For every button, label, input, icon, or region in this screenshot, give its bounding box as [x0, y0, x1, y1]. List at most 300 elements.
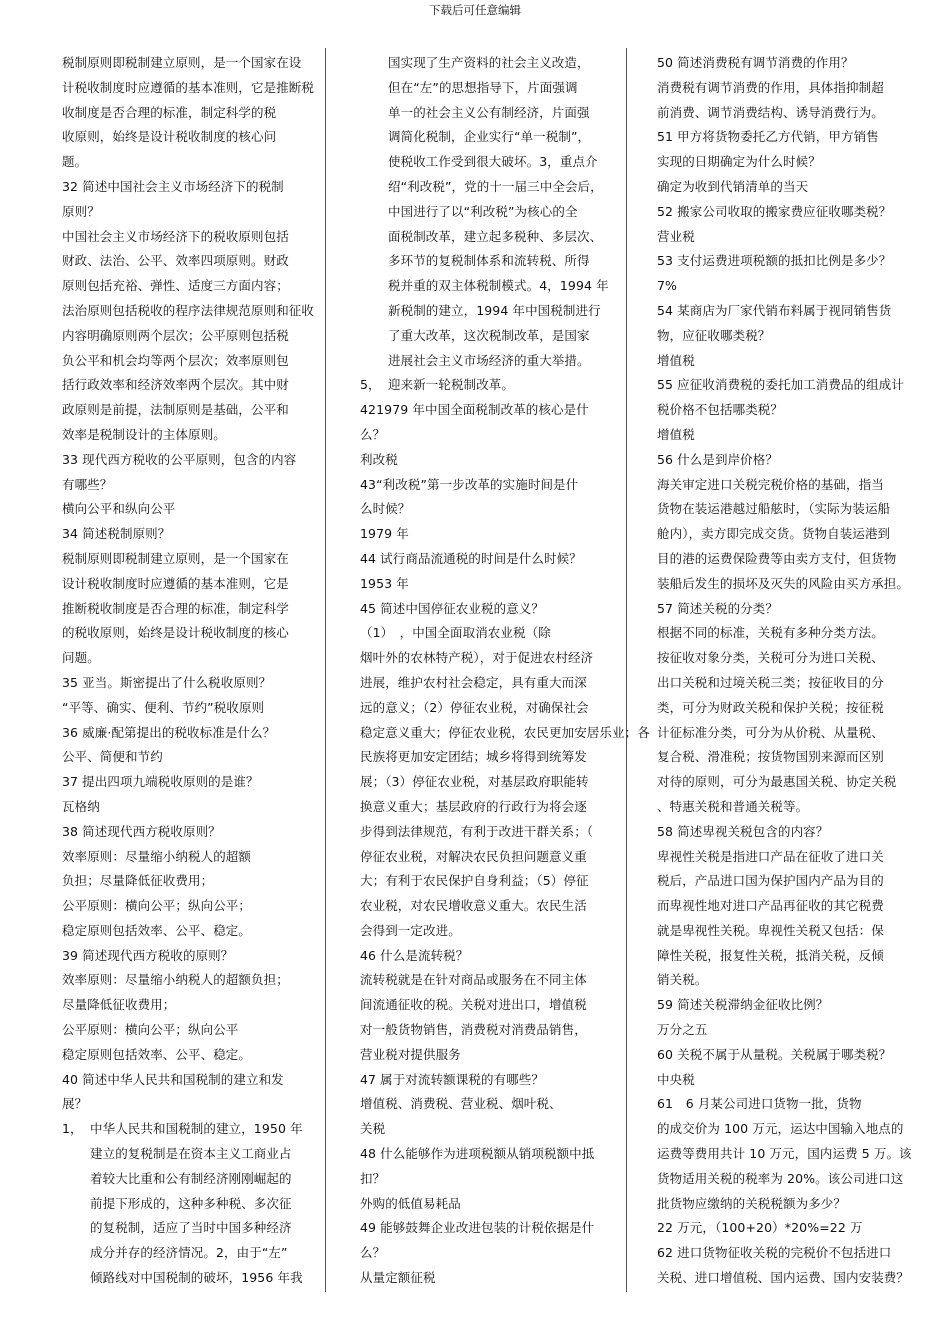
text-line: [360, 299, 642, 324]
line-text: 1979 年: [360, 526, 409, 542]
line-text: 负公平和机会均等两个层次；效率原则包: [62, 352, 289, 368]
text-line: [360, 993, 642, 1018]
text-line: [360, 274, 642, 299]
line-text: 对待的原则，可分为最惠国关税、协定关税: [657, 774, 897, 790]
line-text: 进展社会主义市场经济的重大举措。: [388, 352, 590, 368]
text-line: [657, 225, 945, 250]
line-text: 法治原则包括税收的程序法律规范原则和征收: [62, 302, 315, 318]
line-text: 43“利改税”第一步改革的实施时间是什: [360, 476, 579, 492]
text-line: [657, 1167, 945, 1192]
text-line: [360, 721, 650, 746]
text-line: [657, 993, 945, 1018]
line-text: 展；（3）停征农业税，对基层政府职能转: [360, 774, 589, 790]
text-line: [62, 572, 352, 597]
list-number: 1，: [62, 1121, 83, 1137]
text-line: [360, 1068, 642, 1093]
text-line: [360, 175, 642, 200]
line-text: 38 简述现代西方税收原则？: [62, 823, 221, 839]
line-text: 62 进口货物征收关税的完税价不包括进口: [657, 1245, 892, 1261]
line-text: 原则？: [62, 203, 100, 219]
text-line: [360, 1192, 642, 1217]
text-line: [360, 621, 642, 646]
text-line: [62, 1117, 352, 1142]
text-line: [62, 76, 352, 101]
text-line: [657, 646, 945, 671]
line-text: 但在“左”的思想指导下，片面强调: [388, 79, 578, 95]
line-text: 复合税、滑准税；按货物国别来源而区别: [657, 749, 884, 765]
text-line: [62, 894, 352, 919]
text-line: [360, 944, 642, 969]
text-line: [657, 696, 945, 721]
line-text: 、特惠关税和普通关税等。: [657, 798, 809, 814]
text-line: [62, 1167, 352, 1192]
text-line: [62, 944, 352, 969]
text-line: [657, 423, 945, 448]
text-line: [657, 968, 945, 993]
text-line: [62, 547, 352, 572]
line-text: 实现的日期确定为什么时候？: [657, 154, 821, 170]
line-text: 54 某商店为厂家代销布料属于视同销售货: [657, 302, 892, 318]
text-line: [62, 1092, 352, 1117]
text-line: [360, 646, 642, 671]
line-text: 效率原则：尽量缩小纳税人的超额负担；: [62, 972, 289, 988]
line-text: 44 试行商品流通税的时间是什么时候？: [360, 550, 582, 566]
text-line: [360, 1142, 642, 1167]
line-text: 销关税。: [657, 972, 708, 988]
text-line: [62, 1266, 352, 1291]
text-column-2: [360, 51, 650, 1291]
text-line: [657, 349, 945, 374]
line-text: 设计税收制度时应遵循的基本准则，它是: [62, 575, 289, 591]
line-text: 流转税就是在针对商品或服务在不同主体: [360, 972, 587, 988]
line-text: “平等、确实、便利、节约”税收原则: [62, 699, 265, 715]
line-text: 货物适用关税的税率为 20%。该公司进口这: [657, 1170, 904, 1186]
line-text: 么？: [360, 1245, 386, 1261]
line-text: 运费等费用共计 10 万元，国内运费 5 万。该: [657, 1146, 912, 1162]
line-text: 稳定原则包括效率、公平、稳定。: [62, 1046, 252, 1062]
line-text: 停征农业税，对解决农民负担问题意义重: [360, 848, 587, 864]
text-line: [62, 795, 352, 820]
page-header: 下载后可任意编辑: [429, 3, 521, 17]
line-text: 增值税: [657, 426, 695, 442]
text-line: [360, 968, 642, 993]
text-line: [657, 721, 945, 746]
line-text: 间流通征收的税。关税对进出口，增值税: [360, 997, 587, 1013]
text-line: [360, 398, 642, 423]
line-text: 卑视性关税是指进口产品在征收了进口关: [657, 848, 884, 864]
line-text: 40 简述中华人民共和国税制的建立和发: [62, 1071, 284, 1087]
text-line: [62, 51, 352, 76]
line-text: 1953 年: [360, 575, 409, 591]
line-text: 原则包括充裕、弹性、适度三方面内容；: [62, 278, 289, 294]
line-text: 内容明确原则两个层次；公平原则包括税: [62, 327, 289, 343]
line-text: 使税收工作受到很大破坏。3，重点介: [388, 154, 598, 170]
line-text: 税价格不包括哪类税？: [657, 402, 784, 418]
line-text: 公平原则：横向公平；纵向公平: [62, 1022, 239, 1038]
line-text: 确定为收到代销清单的当天: [657, 178, 809, 194]
text-line: [657, 820, 945, 845]
line-text: 35 亚当。斯密提出了什么税收原则？: [62, 674, 272, 690]
text-line: [62, 473, 352, 498]
line-text: 迎来新一轮税制改革。: [388, 377, 515, 393]
line-text: 新税制的建立，1994 年中国税制进行: [388, 302, 601, 318]
line-text: 货物在装运港越过船舷时，（实际为装运船: [657, 501, 891, 517]
line-text: 步得到法律规范，有利于改进干群关系；（: [360, 823, 594, 839]
line-text: 的成交价为 100 万元，运达中国输入地点的: [657, 1121, 904, 1137]
line-text: 33 现代西方税收的公平原则，包含的内容: [62, 451, 297, 467]
line-text: 财政、法治、公平、效率四项原则。财政: [62, 253, 289, 269]
text-line: [62, 671, 352, 696]
text-line: [62, 696, 352, 721]
line-text: 中国社会主义市场经济下的税收原则包括: [62, 228, 289, 244]
text-line: [360, 101, 642, 126]
text-line: [360, 547, 642, 572]
line-text: 海关审定进口关税完税价格的基础，指当: [657, 476, 884, 492]
text-line: [657, 373, 945, 398]
text-line: [62, 101, 352, 126]
text-line: [657, 1117, 945, 1142]
line-text: 尽量降低征收费用；: [62, 997, 176, 1013]
line-text: 中央税: [657, 1071, 695, 1087]
line-text: 会得到一定改进。: [360, 922, 461, 938]
text-line: [657, 101, 945, 126]
line-text: 万分之五: [657, 1022, 708, 1038]
text-line: [62, 845, 352, 870]
text-line: [657, 1018, 945, 1043]
line-text: 50 简述消费税有调节消费的作用？: [657, 55, 854, 70]
line-text: 36 威廉·配第提出的税收标准是什么？: [62, 724, 276, 740]
text-line: [62, 448, 352, 473]
line-text: 舱内），卖方即完成交货。货物自装运港到: [657, 526, 891, 542]
line-text: 前消费、调节消费结构、诱导消费行为。: [657, 104, 884, 120]
line-text: 37 提出四项九端税收原则的是谁？: [62, 774, 259, 790]
line-text: 税制原则即税制建立原则，是一个国家在: [62, 550, 289, 566]
line-text: 34 简述税制原则？: [62, 526, 171, 542]
text-line: [657, 125, 945, 150]
line-text: 税后，产品进口国为保护国内产品为目的: [657, 873, 884, 889]
text-line: [62, 1018, 352, 1043]
text-line: [62, 1142, 352, 1167]
line-text: 类，可分为财政关税和保护关税；按征税: [657, 699, 884, 715]
text-line: [62, 597, 352, 622]
line-text: 多环节的复税制体系和流转税、所得: [388, 253, 590, 269]
text-line: [62, 869, 352, 894]
line-text: 32 简述中国社会主义市场经济下的税制: [62, 178, 284, 194]
line-text: 问题。: [62, 650, 100, 666]
line-text: 横向公平和纵向公平: [62, 501, 176, 517]
line-text: 大；有利于农民保护自身利益；（5）停征: [360, 873, 589, 889]
line-text: 装船后发生的损坏及灭失的风险由买方承担。: [657, 575, 910, 591]
line-text: 有哪些？: [62, 476, 113, 492]
text-line: [360, 1018, 642, 1043]
text-line: [62, 919, 352, 944]
line-text: 56 什么是到岸价格？: [657, 451, 778, 467]
line-text: 按征收对象分类，关税可分为进口关税、: [657, 650, 884, 666]
line-text: 批货物应缴纳的关税税额为多少？: [657, 1195, 847, 1211]
line-text: 民族将更加安定团结；城乡将得到统筹发: [360, 749, 587, 765]
text-line: [62, 522, 352, 547]
text-line: [360, 51, 642, 76]
text-line: [657, 473, 945, 498]
line-text: 39 简述现代西方税收的原则？: [62, 947, 234, 963]
line-text: 远的意义；（2）停征农业税，对确保社会: [360, 699, 589, 715]
text-line: [657, 745, 945, 770]
text-line: [657, 845, 945, 870]
text-line: [62, 1241, 352, 1266]
line-text: 进展，维护农村社会稳定，具有重大而深: [360, 674, 587, 690]
text-line: [360, 671, 642, 696]
text-line: [360, 745, 642, 770]
line-text: 中华人民共和国税制的建立，1950 年: [90, 1121, 303, 1137]
text-line: [360, 820, 642, 845]
text-line: [62, 497, 352, 522]
line-text: 61 6 月某公司进口货物一批，货物: [657, 1096, 862, 1112]
text-line: [360, 770, 642, 795]
line-text: 扣？: [360, 1170, 386, 1186]
text-line: [360, 249, 642, 274]
line-text: 46 什么是流转税？: [360, 947, 469, 963]
text-line: [360, 522, 642, 547]
line-text: 47 属于对流转额课税的有哪些？: [360, 1071, 544, 1087]
line-text: 公平、简便和节约: [62, 749, 163, 765]
text-column-1: [62, 51, 352, 1291]
line-text: 53 支付运费进项税额的抵扣比例是多少？: [657, 253, 892, 269]
text-line: [360, 869, 642, 894]
line-text: 前提下形成的，这种多种税、多次征: [90, 1195, 292, 1211]
line-text: 政原则是前提，法制原则是基础，公平和: [62, 402, 289, 418]
text-line: [62, 745, 352, 770]
text-line: [360, 1266, 642, 1291]
line-text: 营业税: [657, 228, 695, 244]
text-line: [657, 274, 945, 299]
text-line: [360, 200, 642, 225]
line-text: 营业税对提供服务: [360, 1046, 461, 1062]
text-line: [62, 721, 352, 746]
text-line: [360, 845, 642, 870]
text-line: [360, 448, 642, 473]
line-text: 调简化税制，企业实行“单一税制”，: [388, 129, 591, 145]
line-text: 稳定原则包括效率、公平、稳定。: [62, 922, 252, 938]
text-line: [657, 597, 945, 622]
line-text: 么？: [360, 426, 386, 442]
line-text: 51 甲方将货物委托乙方代销，甲方销售: [657, 129, 879, 145]
text-line: [62, 398, 352, 423]
text-line: [657, 448, 945, 473]
text-line: [360, 919, 642, 944]
line-text: 效率原则：尽量缩小纳税人的超额: [62, 848, 252, 864]
text-line: [62, 646, 352, 671]
text-line: [657, 621, 945, 646]
text-line: [657, 1266, 945, 1291]
text-line: [62, 200, 352, 225]
text-line: [360, 473, 642, 498]
text-line: [657, 1092, 945, 1117]
line-text: 从量定额征税: [360, 1270, 436, 1286]
line-text: 22 万元，（100+20）*20%=22 万: [657, 1220, 863, 1236]
line-text: 外购的低值易耗品: [360, 1195, 461, 1211]
line-text: 税并重的双主体税制模式。4，1994 年: [388, 278, 609, 294]
line-text: 面税制改革，建立起多税种、多层次、: [388, 228, 603, 244]
line-text: 根据不同的标准，关税有多种分类方法。: [657, 625, 884, 641]
line-text: 单一的社会主义公有制经济，片面强: [388, 104, 590, 120]
line-text: 计征标准分类，可分为从价税、从量税、: [657, 724, 884, 740]
text-line: [657, 1142, 945, 1167]
text-line: [360, 795, 642, 820]
text-line: [360, 894, 642, 919]
text-line: [360, 696, 642, 721]
text-line: [360, 324, 642, 349]
line-text: 税制原则即税制建立原则，是一个国家在设: [62, 55, 302, 70]
text-line: [62, 993, 352, 1018]
list-number: 5，: [360, 377, 381, 393]
line-text: 出口关税和过境关税三类；按征收目的分: [657, 674, 884, 690]
line-text: 而卑视性地对进口产品再征收的其它税费: [657, 898, 884, 914]
text-line: [657, 398, 945, 423]
text-line: [657, 1192, 945, 1217]
line-text: 农业税，对农民增收意义重大。农民生活: [360, 898, 587, 914]
text-line: [62, 423, 352, 448]
text-line: [62, 373, 352, 398]
line-text: 增值税、消费税、营业税、烟叶税、: [360, 1096, 562, 1112]
line-text: 收制度是否合理的标准，制定科学的税: [62, 104, 277, 120]
text-line: [657, 1068, 945, 1093]
text-line: [62, 125, 352, 150]
text-line: [657, 497, 945, 522]
text-column-3: [657, 51, 945, 1291]
text-line: [62, 349, 352, 374]
line-text: 消费税有调节消费的作用，具体指抑制超: [657, 79, 884, 95]
text-line: [360, 1117, 642, 1142]
text-line: [657, 175, 945, 200]
line-text: 7%: [657, 278, 678, 294]
text-line: [360, 1092, 642, 1117]
line-text: 建立的复税制是在资本主义工商业占: [90, 1146, 292, 1162]
line-text: 展？: [62, 1096, 88, 1112]
line-text: 59 简述关税滞纳金征收比例？: [657, 997, 829, 1013]
text-line: [62, 968, 352, 993]
line-text: 利改税: [360, 451, 398, 467]
text-line: [657, 547, 945, 572]
line-text: 物，应征收哪类税？: [657, 327, 771, 343]
text-line: [657, 522, 945, 547]
line-text: 就是卑视性关税。卑视性关税又包括：保: [657, 922, 884, 938]
text-line: [360, 150, 642, 175]
line-text: 增值税: [657, 352, 695, 368]
line-text: 国实现了生产资料的社会主义改造，: [388, 55, 590, 70]
text-line: [657, 795, 945, 820]
text-line: [62, 770, 352, 795]
text-line: [360, 125, 642, 150]
text-line: [62, 299, 352, 324]
line-text: 烟叶外的农林特产税），对于促进农村经济: [360, 650, 594, 666]
line-text: 421979 年中国全面税制改革的核心是什: [360, 402, 589, 418]
line-text: 对一般货物销售，消费税对消费品销售，: [360, 1022, 587, 1038]
text-line: [657, 671, 945, 696]
text-line: [62, 249, 352, 274]
text-line: [657, 572, 945, 597]
text-line: [657, 919, 945, 944]
text-line: [62, 225, 352, 250]
text-line: [62, 820, 352, 845]
line-text: 绍“利改税”，党的十一届三中全会后，: [388, 178, 603, 194]
line-text: 着较大比重和公有制经济刚刚崛起的: [90, 1170, 292, 1186]
line-text: 收原则，始终是设计税收制度的核心问: [62, 129, 277, 145]
text-line: [360, 1043, 642, 1068]
line-text: 关税、进口增值税、国内运费、国内安装费？: [657, 1270, 910, 1286]
text-line: [657, 150, 945, 175]
line-text: 58 简述卑视关税包含的内容？: [657, 823, 829, 839]
line-text: 45 简述中国停征农业税的意义？: [360, 600, 544, 616]
text-line: [62, 150, 352, 175]
line-text: 55 应征收消费税的委托加工消费品的组成计: [657, 377, 904, 393]
line-text: （1） ，中国全面取消农业税（除: [360, 625, 551, 641]
text-line: [657, 944, 945, 969]
text-line: [657, 1241, 945, 1266]
text-line: [360, 497, 642, 522]
line-text: 48 什么能够作为进项税额从销项税额中抵: [360, 1146, 595, 1162]
text-line: [360, 373, 642, 398]
line-text: 倾路线对中国税制的破坏，1956 年我: [90, 1270, 303, 1286]
line-text: 57 简述关税的分类？: [657, 600, 778, 616]
text-line: [657, 299, 945, 324]
line-text: 中国进行了以“利改税”为核心的全: [388, 203, 578, 219]
line-text: 60 关税不属于从量税。关税属于哪类税？: [657, 1046, 892, 1062]
text-line: [62, 175, 352, 200]
text-line: [657, 249, 945, 274]
line-text: 换意义重大；基层政府的行政行为将会逐: [360, 798, 587, 814]
line-text: 成分并存的经济情况。2，由于“左”: [90, 1245, 288, 1261]
line-text: 么时候？: [360, 501, 411, 517]
line-text: 推断税收制度是否合理的标准，制定科学: [62, 600, 289, 616]
text-line: [62, 1068, 352, 1093]
text-line: [360, 572, 642, 597]
text-line: [62, 324, 352, 349]
line-text: 稳定意义重大；停征农业税，农民更加安居乐业；各: [360, 724, 650, 740]
line-text: 的税收原则，始终是设计税收制度的核心: [62, 625, 289, 641]
text-line: [657, 324, 945, 349]
line-text: 计税收制度时应遵循的基本准则，它是推断税: [62, 79, 315, 95]
text-line: [360, 597, 642, 622]
line-text: 障性关税，报复性关税，抵消关税，反倾: [657, 947, 884, 963]
text-line: [360, 423, 642, 448]
text-line: [657, 1043, 945, 1068]
line-text: 题。: [62, 154, 88, 170]
line-text: 关税: [360, 1121, 386, 1137]
text-line: [62, 621, 352, 646]
line-text: 公平原则：横向公平；纵向公平；: [62, 898, 252, 914]
text-line: [360, 349, 642, 374]
text-line: [62, 1216, 352, 1241]
text-line: [62, 1043, 352, 1068]
line-text: 的复税制，适应了当时中国多种经济: [90, 1220, 292, 1236]
line-text: 49 能够鼓舞企业改进包装的计税依据是什: [360, 1220, 595, 1236]
line-text: 52 搬家公司收取的搬家费应征收哪类税？: [657, 203, 892, 219]
text-line: [62, 274, 352, 299]
text-line: [657, 894, 945, 919]
text-line: [657, 200, 945, 225]
text-line: [360, 1167, 642, 1192]
text-line: [657, 869, 945, 894]
text-line: [360, 1216, 642, 1241]
line-text: 效率是税制设计的主体原则。: [62, 426, 226, 442]
text-line: [360, 1241, 642, 1266]
line-text: 了重大改革，这次税制改革，是国家: [388, 327, 590, 343]
line-text: 瓦格纳: [62, 798, 100, 814]
text-line: [657, 76, 945, 101]
text-line: [360, 225, 642, 250]
text-line: [657, 51, 945, 76]
text-line: [360, 76, 642, 101]
